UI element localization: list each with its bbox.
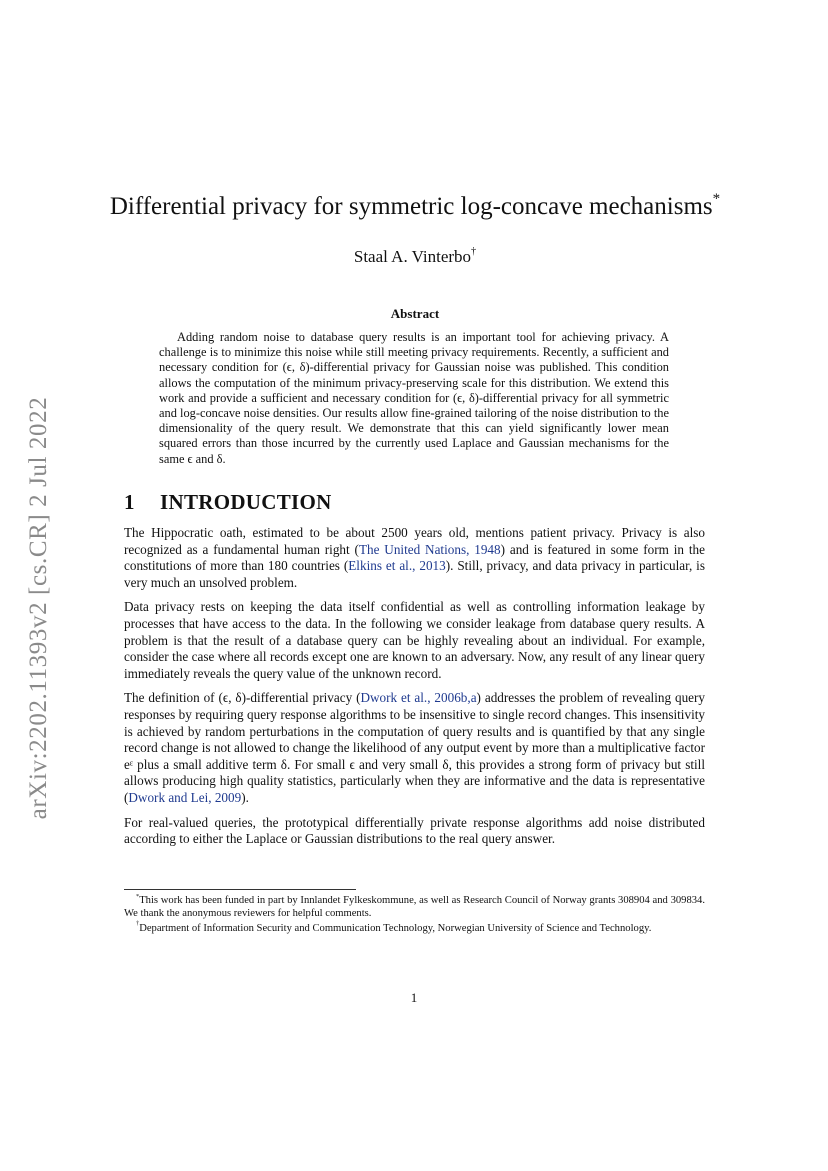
footnote-divider: [124, 889, 356, 890]
footnote-2-marker: †: [136, 920, 140, 928]
author-name: Staal A. Vinterbo: [353, 247, 472, 266]
paragraph-3-text-b: ) addresses the problem of revealing query responses by requiring query response algorithms to be insensitive to single record changes. This insensitivity is achieved by random perturbations in the computation of query results and is quantified by that any single record change is not allowed to change the likelihood of any output event by more than a multiplicative factor eᵋ plus a small additive term δ. For small ϵ and very small δ, this provides a strong form of privacy but still allows producing high quality statistics, particularly when they are informative and the data is representative (: [124, 690, 706, 805]
citation-link[interactable]: The United Nations, 1948: [358, 541, 501, 557]
section-heading: [124, 490, 332, 515]
footnote-2-text: Department of Information Security and Communication Technology, Norwegian University of Science and Technology.: [139, 922, 652, 934]
citation-link[interactable]: Elkins et al., 2013: [348, 558, 446, 574]
paragraph-1: [124, 525, 705, 591]
section-title: INTRODUCTION: [160, 490, 332, 514]
paragraph-3-text-c: ).: [241, 789, 249, 805]
arxiv-sidebar: [14, 368, 64, 848]
abstract-text: Adding random noise to database query results is an important tool for achieving privacy. A challenge is to minimize this noise while still meeting privacy requirements. Recently, a sufficient and necessary condition for (ϵ, δ)-differential privacy for Gaussian noise was published. This condition allows the computation of the minimum privacy-preserving scale for this distribution. We extend this work and provide a sufficient and necessary condition for (ϵ, δ)-differential privacy for all symmetric and log-concave noise densities. Our results allow fine-grained tailoring of the noise distribution to the dimensionality of the query result. We demonstrate that this can yield significantly lower mean squared errors than those incurred by the currently used Laplace and Gaussian mechanisms for the same ϵ and δ.: [159, 330, 669, 466]
section-number: 1: [124, 490, 135, 514]
footnote-1: [124, 894, 705, 921]
page-number: 1: [410, 990, 418, 1005]
paragraph-1-text-a: The Hippocratic oath, estimated to be about 2500 years old, mentions patient privacy. Privacy is also recognized as a fundamental human right (: [124, 525, 705, 557]
author-footnote-marker: †: [471, 246, 477, 258]
footnote-1-text: This work has been funded in part by Innlandet Fylkeskommune, as well as Research Council of Norway grants 308904 and 309834. We thank the anonymous reviewers for helpful comments.: [124, 895, 705, 920]
author-line: [90, 246, 740, 268]
citation-link[interactable]: Dwork and Lei, 2009: [128, 789, 242, 805]
title-footnote-marker: *: [712, 191, 721, 208]
paragraph-1-text-b: ) and is featured in some form in the constitutions of more than 180 countries (: [124, 541, 705, 574]
citation-link[interactable]: Dwork et al., 2006b,a: [360, 690, 477, 706]
paragraph-2: Data privacy rests on keeping the data itself confidential as well as controlling information leakage by processes that have access to the data. In the following we consider leakage from database query results. A problem is that the result of a database query can be highly revealing about an individual. For example, consider the case where all records except one are known to an adversary. Now, any result of any linear query immediately reveals the query value of the unknown record.: [124, 599, 705, 681]
paragraph-1-text-c: ). Still, privacy, and data privacy in particular, is very much an unsolved problem.: [124, 558, 705, 590]
paragraph-3: [124, 690, 705, 806]
arxiv-identifier: arXiv:2202.11393v2 [cs.CR] 2 Jul 2022: [25, 396, 52, 820]
footnote-2: [124, 922, 705, 935]
paper-title: [90, 190, 740, 224]
paragraph-3-text-a: The definition of (ϵ, δ)-differential privacy (: [124, 690, 361, 706]
body-text: [124, 525, 705, 856]
paper-title-text: Differential privacy for symmetric log-concave mechanisms: [109, 193, 713, 220]
abstract-heading: Abstract: [390, 306, 440, 321]
paragraph-4: For real-valued queries, the prototypical differentially private response algorithms add noise distributed according to either the Laplace or Gaussian distributions to the real query answer.: [124, 814, 705, 847]
footnote-1-marker: *: [136, 892, 140, 900]
footnotes: [124, 894, 705, 936]
